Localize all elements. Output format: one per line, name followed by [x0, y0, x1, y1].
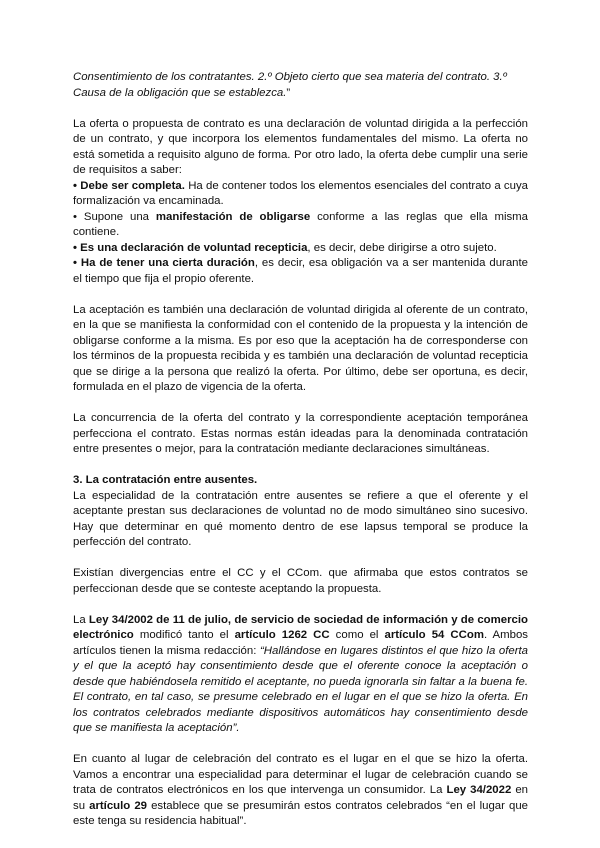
lugar-mid: en su	[73, 784, 529, 812]
requisito-manifestacion-pre: • Supone una	[73, 210, 156, 223]
divergencias-paragraph: Existían divergencias entre el CC y el CCom. que afirmaba que estos contratos se perfeccionan desde que se conteste aceptando la propuesta.	[73, 567, 528, 595]
lugar-paragraph	[73, 752, 528, 830]
concurrencia-paragraph: La concurrencia de la oferta del contrato y la correspondiente aceptación temporánea perfecciona el contrato. Estas normas están ideadas para la denominada contratación entre presentes o mejor, para la contratación mediante declaraciones simultáneas.	[73, 412, 528, 455]
ley-mid3: . Ambos artículos tienen la misma redacción:	[73, 629, 528, 657]
lugar-pre: En cuanto al lugar de celebración del contrato es el lugar en el que se hizo la oferta. Vamos a encontrar una especialidad para determinar el lugar de celebración cuando se trata de contratos electrónicos en los que intervenga un consumidor. La	[73, 753, 528, 796]
requisito-completa-text: Ha de contener todos los elementos esenciales del contrato a cuya formalización va encaminada.	[73, 179, 528, 207]
document-page	[73, 70, 528, 830]
ley-title: Ley 34/2002 de 11 de julio, de servicio de sociedad de información y de comercio electrónico	[73, 613, 528, 641]
ley-article-ccom: artículo 54 CCom	[384, 629, 484, 641]
requisito-manifestacion	[73, 210, 528, 241]
lugar-article: artículo 29	[89, 799, 147, 812]
intro-quote-close: ”	[286, 86, 291, 99]
section-3-title: 3. La contratación entre ausentes.	[73, 474, 258, 486]
aceptacion-paragraph: La aceptación es también una declaración de voluntad dirigida al oferente de un contrato, en la que se manifiesta la conformidad con el contenido de la propuesta y la intención de obligarse conforme a la misma. Es por eso que la aceptación ha de corresponderse con los términos de la propuesta recibida y es también una declaración de voluntad recepticia que se dirige a la persona que realizó la oferta. Por último, debe ser oportuna, es decir, formulada en el plazo de vigencia de la oferta.	[73, 303, 528, 393]
requisito-manifestacion-post: conforme a las reglas que ella misma contiene.	[73, 210, 529, 238]
requisito-duracion	[73, 256, 528, 287]
requisito-duracion-post: , es decir, esa obligación va a ser mantenida durante el tiempo que fija el propio oferente.	[73, 257, 528, 285]
requisito-completa	[73, 179, 528, 210]
requisito-recepticia-bold: • Es una declaración de voluntad recepticia	[73, 241, 308, 254]
ley-mid2: como el	[329, 629, 385, 641]
ley-mid1: modificó tanto el	[133, 629, 235, 641]
requisito-recepticia-post: , es decir, debe dirigirse a otro sujeto.	[307, 241, 497, 254]
ley-article-cc: artículo 1262 CC	[234, 629, 330, 641]
requisito-manifestacion-bold: manifestación de obligarse	[155, 210, 311, 223]
intro-quote-paragraph	[73, 70, 528, 101]
oferta-paragraph: La oferta o propuesta de contrato es una declaración de voluntad dirigida a la perfección de un contrato, y que incorpora los elementos fundamentales del mismo. La oferta no está sometida a requisito alguno de forma. Por otro lado, la oferta debe cumplir una serie de requisitos a saber:	[73, 117, 528, 176]
requisito-recepticia	[73, 241, 528, 257]
ley-paragraph	[73, 613, 528, 737]
especialidad-paragraph: La especialidad de la contratación entre ausentes se refiere a que el oferente y el aceptante prestan sus declaraciones de voluntad no de modo simultáneo sino sucesivo. Hay que determinar en qué momento dentro de ese lapsus temporal se produce la perfección del contrato.	[73, 489, 528, 548]
ley-pre: La	[73, 613, 89, 626]
lugar-ley: Ley 34/2022	[446, 784, 512, 796]
intro-quote-text: Consentimiento de los contratantes. 2.º Objeto cierto que sea materia del contrato. 3.º Causa de la obligación que se establezca.	[73, 71, 507, 99]
requisito-completa-bold: • Debe ser completa.	[73, 179, 185, 192]
ley-quote: “Hallándose en lugares distintos el que hizo la oferta y el que la aceptó hay consentimiento desde que el oferente conoce la aceptación o desde que habiéndosela remitido el aceptante, no pueda ignorarla sin faltar a la buena fe. El contrato, en tal caso, se presume celebrado en el lugar en el que se hizo la oferta. En los contratos celebrados mediante dispositivos automáticos hay consentimiento desde que se manifiesta la aceptación”.	[73, 644, 528, 734]
requisito-duracion-bold: • Ha de tener una cierta duración	[73, 257, 255, 269]
lugar-post: establece que se presumirán estos contratos celebrados “en el lugar que este tenga su residencia habitual”.	[73, 799, 529, 827]
